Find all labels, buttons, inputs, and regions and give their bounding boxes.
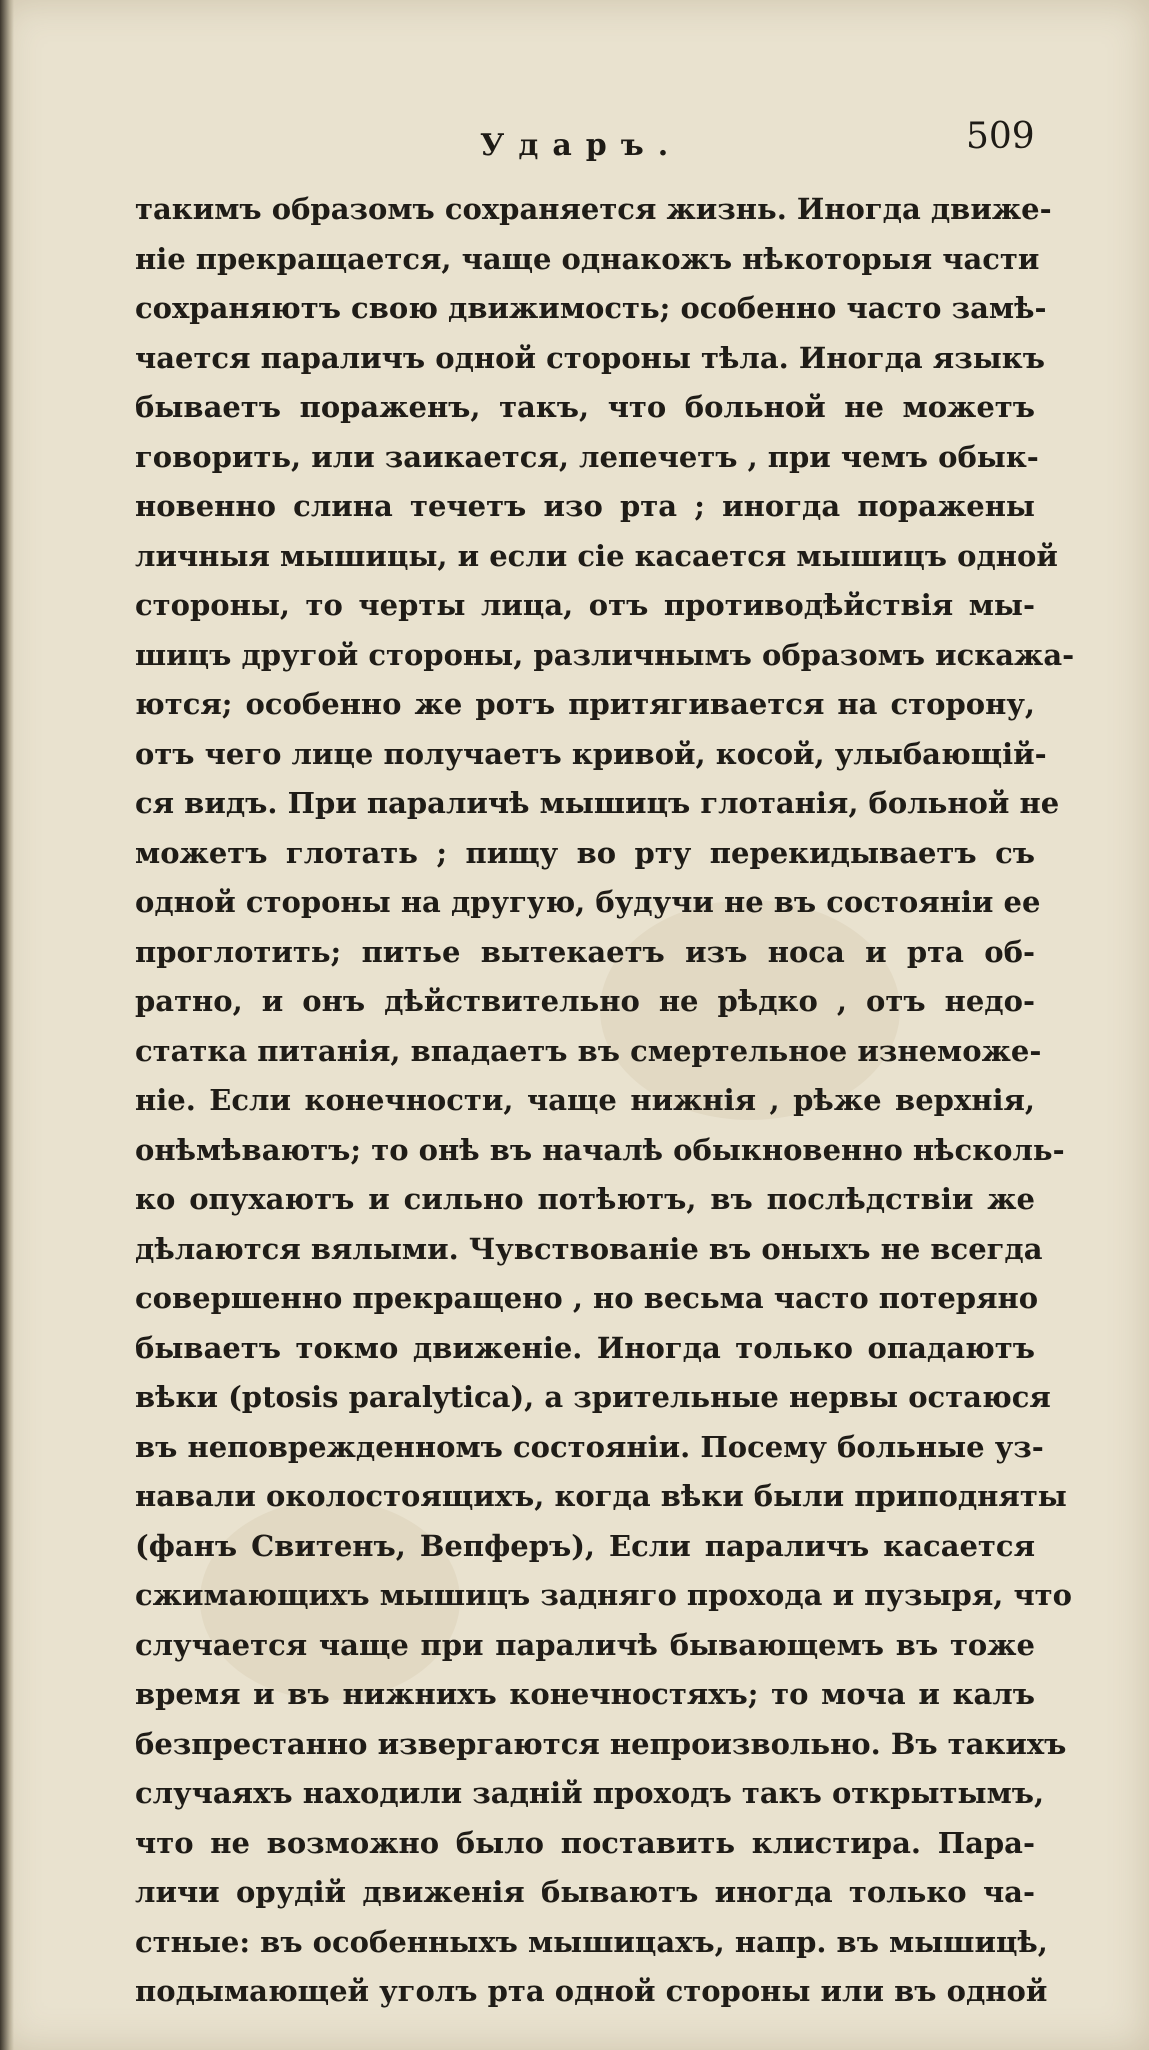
text-line: дѣлаются вялыми. Чувствованіе въ оныхъ не всегда <box>135 1231 1043 1266</box>
text-line: ются; особенно же ротъ притягивается на сторону, <box>135 687 1035 721</box>
text-line: ко опухаютъ и сильно потѣютъ, въ послѣдствіи же <box>135 1182 1035 1216</box>
text-line: что не возможно было поставить клистира. Пара- <box>135 1825 1035 1860</box>
text-line: говорить, или заикается, лепечетъ , при чемъ обык- <box>135 439 1039 474</box>
text-line: можетъ глотать ; пищу во рту перекидываетъ съ <box>135 835 1035 870</box>
text-line: личныя мышицы, и если сіе касается мышицъ одной <box>135 538 1058 573</box>
text-line: время и въ нижнихъ конечностяхъ; то моча и калъ <box>135 1677 1035 1711</box>
text-line: въ неповрежденномъ состояніи. Посему больные уз- <box>135 1429 1044 1464</box>
text-line: бываетъ токмо движеніе. Иногда только опадаютъ <box>135 1330 1035 1365</box>
text-line: совершенно прекращено , но весьма часто потеряно <box>135 1281 1039 1315</box>
text-line: ся видъ. При параличѣ мышицъ глотанія, больной не <box>135 786 1060 820</box>
page-binding-edge <box>0 0 14 2050</box>
text-line: навали околостоящихъ, когда вѣки были приподняты <box>135 1479 1067 1513</box>
text-line: отъ чего лице получаетъ кривой, косой, улыбающій- <box>135 736 1047 771</box>
text-line: ратно, и онъ дѣйствительно не рѣдко , отъ недо- <box>135 984 1035 1018</box>
text-line: сохраняютъ свою движимость; особенно часто замѣ- <box>135 291 1047 325</box>
text-line: подымающей уголъ рта одной стороны или въ одной <box>135 1974 1048 2008</box>
text-line: ніе. Если конечности, чаще нижнія , рѣже верхнія, <box>135 1083 1035 1117</box>
page-number: 509 <box>966 116 1035 157</box>
text-line: вѣки (ptosis paralytica), а зрительные нервы остаюся <box>135 1380 1051 1414</box>
text-line: случаяхъ находили заднiй проходъ такъ открытымъ, <box>135 1776 1045 1810</box>
text-line: статка питанія, впадаетъ въ смертельное изнеможе- <box>135 1033 1042 1068</box>
text-line: ніе прекращается, чаще однакожъ нѣкоторыя части <box>135 241 1040 276</box>
text-line: бываетъ пораженъ, такъ, что больной не можетъ <box>135 390 1035 424</box>
body-text <box>135 185 1075 2017</box>
text-line: (фанъ Свитенъ, Вепферъ), Если параличъ касается <box>135 1528 1035 1563</box>
text-line: чается параличъ одной стороны тѣла. Иногда языкъ <box>135 340 1045 375</box>
running-head: Ударъ. <box>480 128 683 163</box>
text-line: стороны, то черты лица, отъ противодѣйствія мы- <box>135 588 1035 622</box>
text-line: проглотить; питье вытекаетъ изъ носа и рта об- <box>135 934 1035 969</box>
text-line: новенно слина течетъ изо рта ; иногда поражены <box>135 489 1035 523</box>
text-line: такимъ образомъ сохраняется жизнь. Иногда движе- <box>135 192 1052 226</box>
text-line: онѣмѣваютъ; то онѣ въ началѣ обыкновенно нѣсколь- <box>135 1132 1065 1167</box>
text-line: безпрестанно извергаются непроизвольно. Въ такихъ <box>135 1726 1067 1761</box>
text-line: одной стороны на другую, будучи не въ состояніи ее <box>135 885 1041 919</box>
text-line: сжимающихъ мышицъ задняго прохода и пузыря, что <box>135 1578 1072 1612</box>
text-line: случается чаще при параличѣ бывающемъ въ тоже <box>135 1627 1035 1662</box>
text-line: стные: въ особенныхъ мышицахъ, напр. въ мышицѣ, <box>135 1924 1048 1959</box>
text-line: личи орудій движенія бываютъ иногда только ча- <box>135 1875 1035 1909</box>
text-line: шицъ другой стороны, различнымъ образомъ искажа- <box>135 637 1075 672</box>
